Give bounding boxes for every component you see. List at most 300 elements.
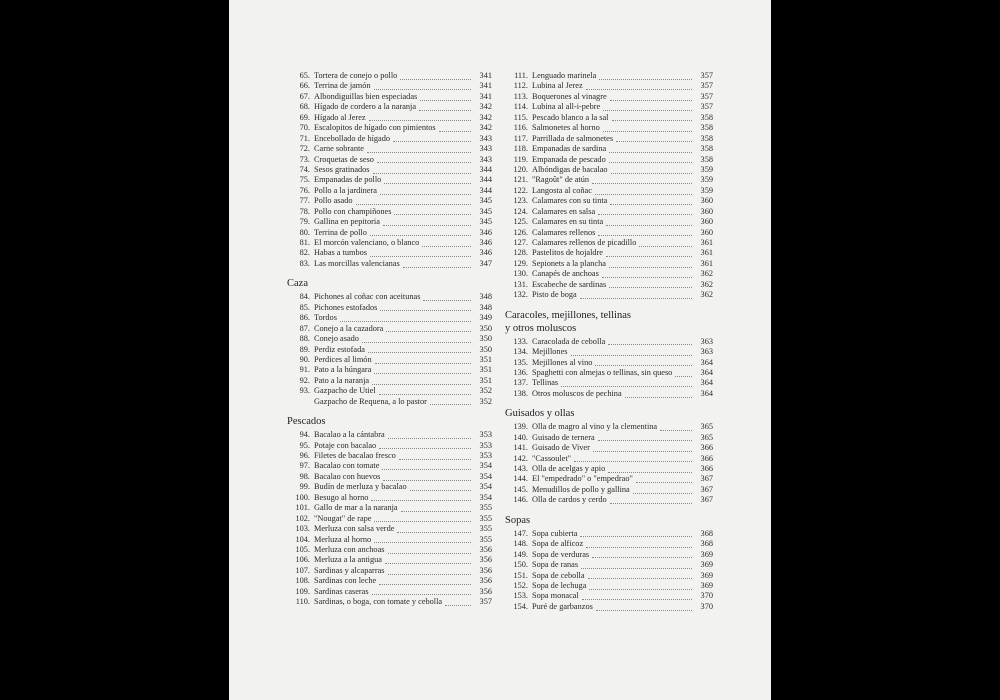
recipe-number: 110. — [295, 597, 310, 607]
toc-column-right — [505, 71, 713, 612]
dot-leader — [370, 250, 471, 257]
dot-leader — [372, 588, 471, 595]
page-number: 361 — [700, 248, 713, 258]
recipe-number: 139. — [513, 422, 528, 432]
toc-entry — [505, 550, 713, 560]
toc-entry — [287, 71, 492, 81]
recipe-title: Pastelitos de hojaldre — [532, 248, 603, 258]
recipe-title: Sopa de ranas — [532, 560, 579, 570]
recipe-title: Puré de garbanzos — [532, 601, 593, 611]
recipe-number: 69. — [299, 112, 310, 122]
recipe-title: El morcón valenciano, o blanco — [314, 238, 420, 247]
recipe-title: Conejo asado — [314, 334, 359, 344]
section-heading-text-line2: y otros moluscos — [505, 322, 577, 334]
recipe-title: Merluza al horno — [314, 534, 372, 544]
section-heading-text: Caracoles, mejillones, tellinas — [505, 309, 631, 321]
recipe-title: Sopa de alficoz — [532, 539, 584, 549]
page-number: 368 — [700, 528, 713, 538]
toc-entry — [505, 337, 713, 347]
recipe-title: Potaje con bacalao — [314, 440, 377, 450]
recipe-number: 129. — [513, 258, 528, 268]
dot-leader — [633, 487, 692, 494]
recipe-number: 95. — [299, 440, 310, 450]
toc-entry — [287, 81, 492, 91]
recipe-number: 147. — [513, 528, 528, 538]
page-number: 359 — [700, 185, 713, 195]
recipe-number: 67. — [299, 91, 310, 101]
page-number: 370 — [700, 591, 713, 601]
recipe-number: 148. — [513, 539, 528, 549]
recipe-title: Calamares en su tinta — [532, 217, 604, 227]
page-number: 341 — [479, 91, 492, 101]
section-heading-text: Guisados y ollas — [505, 408, 575, 420]
page-number: 364 — [700, 357, 713, 367]
toc-entry — [287, 144, 492, 154]
recipe-title: "Nougat" de rape — [314, 513, 372, 523]
recipe-number: 96. — [299, 451, 310, 460]
dot-leader — [367, 146, 471, 153]
dot-leader — [393, 135, 471, 142]
page-number: 361 — [700, 238, 713, 247]
recipe-number: 125. — [513, 217, 528, 227]
recipe-title: Bacalao a la cántabra — [314, 430, 385, 440]
dot-leader — [379, 388, 471, 395]
recipe-number: 91. — [299, 365, 310, 375]
dot-leader — [586, 83, 692, 90]
page-number: 364 — [700, 378, 713, 388]
dot-leader — [373, 167, 471, 174]
recipe-title: Empanada de pescado — [532, 154, 606, 164]
page-number: 361 — [700, 258, 713, 268]
dot-leader — [606, 250, 692, 257]
recipe-title: El "empedrado" o "empedrao" — [532, 474, 633, 484]
page-number: 359 — [700, 164, 713, 174]
recipe-title: Sopa de lechuga — [532, 580, 587, 590]
recipe-title: Lubina al Jerez — [532, 81, 583, 91]
toc-entry — [505, 560, 713, 570]
recipe-number: 141. — [513, 443, 528, 453]
recipe-number: 78. — [299, 206, 310, 216]
page-number: 353 — [479, 451, 492, 460]
dot-leader — [340, 315, 471, 322]
recipe-title: Gallina en pepitoria — [314, 217, 380, 227]
recipe-title: Empanadas de sardina — [532, 144, 607, 154]
page-number: 348 — [479, 302, 492, 312]
recipe-title: Merluza con salsa verde — [314, 524, 395, 534]
toc-entry — [505, 495, 713, 505]
page-number: 353 — [479, 430, 492, 440]
recipe-title: Perdiz estofada — [314, 344, 365, 354]
recipe-title: Tellinas — [532, 378, 559, 388]
dot-leader — [388, 568, 472, 575]
dot-leader — [420, 94, 471, 101]
page-number: 357 — [700, 81, 713, 91]
page-number: 354 — [479, 461, 492, 471]
dot-leader — [401, 505, 471, 512]
toc-entry — [505, 196, 713, 206]
page-number: 351 — [479, 365, 492, 375]
dot-leader — [598, 434, 692, 441]
toc-entry — [287, 587, 492, 597]
recipe-title: Pollo a la jardinera — [314, 185, 377, 195]
recipe-number: 93. — [299, 386, 310, 396]
dot-leader — [388, 432, 471, 439]
recipe-title: Hígado al Jerez — [314, 112, 366, 122]
recipe-number: 76. — [299, 185, 310, 195]
dot-leader — [625, 391, 692, 398]
dot-leader — [592, 551, 692, 558]
section-heading — [505, 514, 713, 527]
recipe-number: 97. — [299, 461, 310, 471]
recipe-number: 143. — [513, 464, 528, 473]
toc-entry — [287, 441, 492, 451]
toc-entry — [287, 175, 492, 185]
recipe-title: Mejillones — [532, 347, 568, 357]
recipe-title: Pescado blanco a la sal — [532, 112, 609, 122]
page-number: 364 — [700, 388, 713, 398]
recipe-title: Calamares rellenos de picadillo — [532, 238, 637, 247]
toc-entry — [505, 81, 713, 91]
page-number: 360 — [700, 206, 713, 216]
toc-entry — [505, 571, 713, 581]
recipe-title: Calamares rellenos — [532, 227, 596, 237]
recipe-title: Terrina de jamón — [314, 81, 371, 91]
recipe-number: 126. — [513, 227, 528, 237]
recipe-number: 133. — [513, 336, 528, 346]
recipe-number: 94. — [299, 430, 310, 440]
toc-entry — [505, 368, 713, 378]
toc-entry — [287, 123, 492, 133]
toc-entry — [287, 397, 492, 407]
recipe-number: 112. — [513, 81, 528, 91]
page-number: 358 — [700, 144, 713, 154]
toc-entry — [287, 514, 492, 524]
toc-entry — [287, 365, 492, 375]
recipe-number: 105. — [295, 544, 310, 554]
recipe-number: 90. — [299, 354, 310, 364]
page-number: 367 — [700, 495, 713, 505]
dot-leader — [599, 73, 692, 80]
dot-leader — [386, 325, 471, 332]
recipe-number: 108. — [295, 576, 310, 586]
toc-entry — [505, 186, 713, 196]
dot-leader — [611, 167, 692, 174]
recipe-number: 146. — [513, 495, 528, 505]
recipe-title: Bacalao con tomate — [314, 461, 380, 471]
page-number: 341 — [479, 81, 492, 91]
recipe-title: Lenguado marinela — [532, 71, 597, 80]
recipe-number: 131. — [513, 279, 528, 289]
section-heading-text: Caza — [287, 278, 308, 290]
toc-entry — [505, 378, 713, 388]
recipe-title: Sepionets a la plancha — [532, 258, 606, 268]
dot-leader — [394, 208, 471, 215]
dot-leader — [610, 198, 692, 205]
page-number: 369 — [700, 570, 713, 580]
page-number: 354 — [479, 492, 492, 502]
dot-leader — [383, 219, 471, 226]
page-number: 344 — [479, 185, 492, 195]
recipe-title: Croquetas de seso — [314, 154, 374, 164]
toc-entry — [505, 529, 713, 539]
dot-leader — [639, 240, 692, 247]
dot-leader — [370, 229, 471, 236]
page-number: 366 — [700, 464, 713, 473]
recipe-title: Escalopitos de hígado con pimientos — [314, 123, 436, 133]
page-number: 354 — [479, 482, 492, 492]
recipe-number: 142. — [513, 453, 528, 463]
toc-entry — [505, 433, 713, 443]
dot-leader — [636, 476, 692, 483]
page-number: 345 — [479, 206, 492, 216]
recipe-title: Albóndigas de bacalao — [532, 164, 608, 174]
section-heading — [287, 277, 492, 290]
dot-leader — [608, 466, 692, 473]
toc-entry — [505, 144, 713, 154]
recipe-number: 151. — [513, 570, 528, 580]
page-number: 367 — [700, 484, 713, 494]
page-number: 345 — [479, 196, 492, 206]
toc-entry — [505, 269, 713, 279]
dot-leader — [419, 104, 471, 111]
dot-leader — [581, 562, 692, 569]
dot-leader — [609, 146, 692, 153]
recipe-title: Empanadas de pollo — [314, 175, 382, 185]
toc-entry — [287, 545, 492, 555]
recipe-number: 79. — [299, 217, 310, 227]
toc-entry — [505, 207, 713, 217]
section-heading — [287, 415, 492, 428]
recipe-number: 109. — [295, 586, 310, 596]
toc-entry — [287, 472, 492, 482]
page-number: 358 — [700, 112, 713, 122]
recipe-title: Tortera de conejo o pollo — [314, 71, 398, 80]
recipe-title: Calamares con su tinta — [532, 196, 608, 206]
recipe-number: 77. — [299, 196, 310, 206]
recipe-number: 106. — [295, 555, 310, 565]
recipe-number: 87. — [299, 323, 310, 333]
recipe-title: Salmonetes al horno — [532, 123, 600, 133]
recipe-number: 81. — [299, 238, 310, 247]
toc-entry — [287, 493, 492, 503]
recipe-title: Pollo con champiñones — [314, 206, 392, 216]
recipe-number: 107. — [295, 565, 310, 575]
recipe-number: 99. — [299, 482, 310, 492]
recipe-number: 137. — [513, 378, 528, 388]
recipe-title: Sardinas caseras — [314, 586, 369, 596]
recipe-title: Albondiguillas bien especiadas — [314, 91, 418, 101]
toc-entry — [287, 248, 492, 258]
page-number: 357 — [700, 91, 713, 101]
recipe-number: 134. — [513, 347, 528, 357]
dot-leader — [384, 177, 471, 184]
dot-leader — [606, 219, 692, 226]
toc-entry — [287, 113, 492, 123]
toc-entry — [505, 259, 713, 269]
page-number: 364 — [700, 367, 713, 377]
dot-leader — [399, 453, 471, 460]
recipe-title: Mejillones al vino — [532, 357, 593, 367]
toc-entry — [505, 175, 713, 185]
recipe-number: 104. — [295, 534, 310, 544]
recipe-number: 115. — [513, 112, 528, 122]
recipe-title: "Ragoût" de atún — [532, 175, 590, 185]
page-number: 363 — [700, 336, 713, 346]
page-number: 343 — [479, 154, 492, 164]
toc-entry — [287, 207, 492, 217]
recipe-title: Boquerones al vinagre — [532, 91, 607, 101]
toc-entry — [287, 376, 492, 386]
recipe-number: 128. — [513, 248, 528, 258]
dot-leader — [371, 494, 471, 501]
recipe-title: Sopa de verduras — [532, 549, 590, 559]
recipe-title: Menudillos de pollo y gallina — [532, 484, 630, 494]
toc-entry — [505, 71, 713, 81]
dot-leader — [369, 114, 471, 121]
dot-leader — [596, 604, 692, 611]
toc-entry — [505, 92, 713, 102]
recipe-title: "Cassoulet" — [532, 453, 572, 463]
page-number: 363 — [700, 347, 713, 357]
toc-entry — [505, 155, 713, 165]
toc-entry — [287, 355, 492, 365]
recipe-number: 140. — [513, 432, 528, 442]
dot-leader — [592, 177, 692, 184]
toc-entry — [505, 248, 713, 258]
recipe-title: Sardinas y alcaparras — [314, 565, 385, 575]
recipe-title: Canapés de anchoas — [532, 269, 599, 279]
dot-leader — [439, 125, 471, 132]
page-number: 355 — [479, 513, 492, 523]
recipe-number: 150. — [513, 560, 528, 570]
dot-leader — [595, 188, 692, 195]
toc-entry — [505, 165, 713, 175]
recipe-title: Budín de merluza y bacalao — [314, 482, 407, 492]
recipe-title: Parrillada de salmonetes — [532, 133, 614, 143]
dot-leader — [588, 572, 692, 579]
recipe-number: 124. — [513, 206, 528, 216]
dot-leader — [445, 599, 471, 606]
page-number: 369 — [700, 560, 713, 570]
dot-leader — [356, 198, 472, 205]
recipe-title: Escabeche de sardinas — [532, 279, 607, 289]
toc-entry — [505, 581, 713, 591]
page-number: 350 — [479, 323, 492, 333]
toc-entry — [287, 313, 492, 323]
section-heading — [505, 309, 713, 335]
page-number: 352 — [479, 386, 492, 396]
recipe-number: 89. — [299, 344, 310, 354]
dot-leader — [609, 156, 692, 163]
page-number: 365 — [700, 432, 713, 442]
recipe-title: Guisado de Viver — [532, 443, 590, 453]
page-number: 356 — [479, 565, 492, 575]
recipe-number: 71. — [299, 133, 310, 143]
recipe-number: 138. — [513, 388, 528, 398]
recipe-title: Besugo al horno — [314, 492, 369, 502]
toc-entry — [287, 482, 492, 492]
dot-leader — [571, 349, 693, 356]
page-number: 358 — [700, 123, 713, 133]
recipe-number: 75. — [299, 175, 310, 185]
page-number: 344 — [479, 164, 492, 174]
recipe-title: Carne sobrante — [314, 144, 364, 154]
toc-entry — [287, 238, 492, 248]
recipe-title: Gallo de mar a la naranja — [314, 503, 398, 513]
recipe-title: Gazpacho de Utiel — [314, 386, 376, 396]
dot-leader — [574, 455, 692, 462]
recipe-number: 118. — [513, 144, 528, 154]
recipe-number: 73. — [299, 154, 310, 164]
recipe-number: 103. — [295, 524, 310, 534]
page-number: 342 — [479, 102, 492, 112]
toc-entry — [505, 123, 713, 133]
page-number: 360 — [700, 196, 713, 206]
recipe-title: Guisado de ternera — [532, 432, 595, 442]
section-heading-text: Pescados — [287, 416, 326, 428]
page-number: 350 — [479, 344, 492, 354]
recipe-title: Hígado de cordero a la naranja — [314, 102, 417, 112]
page-number: 346 — [479, 248, 492, 258]
dot-leader — [595, 359, 692, 366]
dot-leader — [368, 346, 471, 353]
recipe-number: 92. — [299, 375, 310, 385]
recipe-title: Sesos gratinados — [314, 164, 370, 174]
page-number: 343 — [479, 144, 492, 154]
recipe-number: 123. — [513, 196, 528, 206]
toc-entry — [505, 134, 713, 144]
page-number: 342 — [479, 112, 492, 122]
recipe-title: Olla de cardos y cerdo — [532, 495, 607, 505]
recipe-number: 72. — [299, 144, 310, 154]
dot-leader — [610, 94, 692, 101]
page-number: 351 — [479, 354, 492, 364]
page-number: 370 — [700, 601, 713, 611]
dot-leader — [589, 583, 692, 590]
recipe-number: 122. — [513, 185, 528, 195]
dot-leader — [423, 294, 471, 301]
dot-leader — [403, 261, 471, 268]
page-number: 365 — [700, 422, 713, 432]
toc-entry — [505, 238, 713, 248]
dot-leader — [612, 114, 693, 121]
page-number: 362 — [700, 269, 713, 279]
toc-entry — [505, 217, 713, 227]
toc-entry — [287, 503, 492, 513]
recipe-title: Spaghetti con almejas o tellinas, sin queso — [532, 367, 673, 377]
recipe-number: 132. — [513, 290, 528, 300]
page-number: 342 — [479, 123, 492, 133]
recipe-title: Terrina de pollo — [314, 227, 367, 237]
recipe-number: 111. — [514, 71, 528, 80]
recipe-number: 127. — [513, 238, 528, 247]
recipe-title: Habas a tumbos — [314, 248, 367, 258]
recipe-title: Otros moluscos de pechina — [532, 388, 622, 398]
dot-leader — [602, 271, 692, 278]
dot-leader — [586, 541, 692, 548]
dot-leader — [374, 83, 471, 90]
dot-leader — [660, 424, 692, 431]
section-heading-text: Sopas — [505, 514, 531, 526]
recipe-number: 121. — [513, 175, 528, 185]
recipe-title: Olla de magro al vino y la clementina — [532, 422, 658, 432]
toc-entry — [287, 259, 492, 269]
recipe-number: 85. — [299, 302, 310, 312]
toc-entry — [287, 386, 492, 396]
dot-leader — [603, 125, 692, 132]
recipe-number: 136. — [513, 367, 528, 377]
recipe-title: Perdices al limón — [314, 354, 372, 364]
